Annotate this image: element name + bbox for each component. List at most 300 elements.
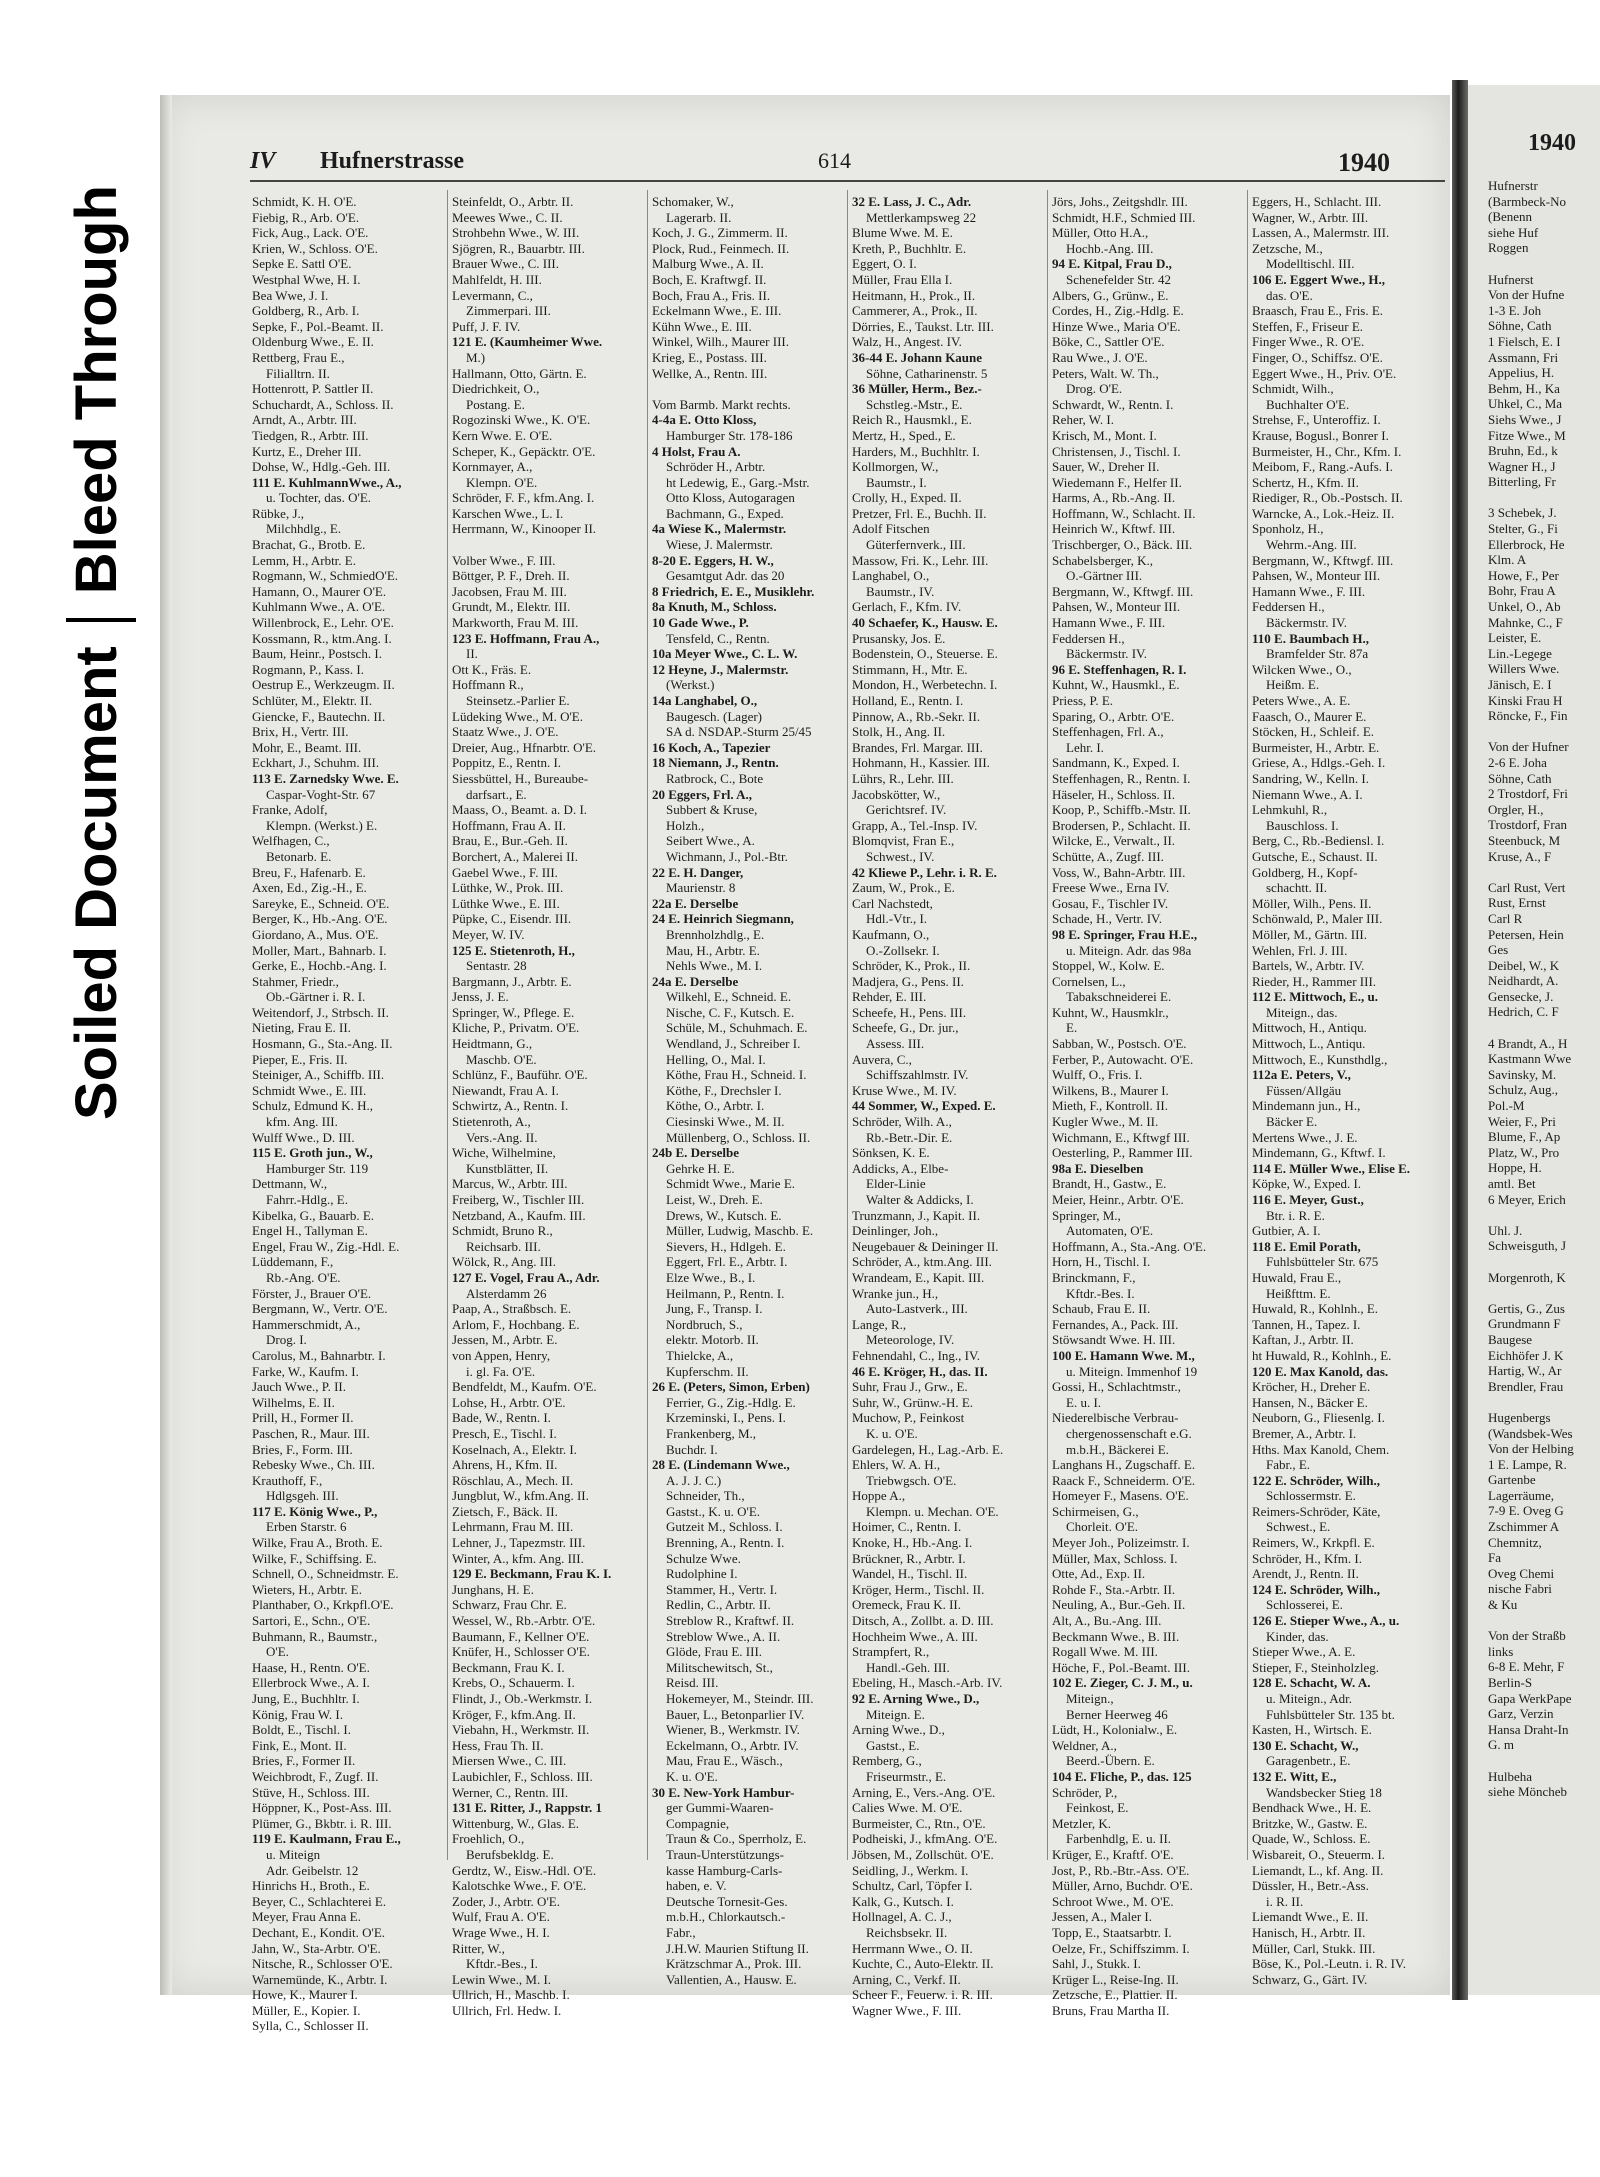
directory-entry: Müller, Max, Schloss. I. — [1052, 1550, 1178, 1566]
directory-entry: Söhne, Catharinenstr. 5 — [866, 365, 988, 381]
directory-entry: Neuling, A., Bur.-Geh. II. — [1052, 1597, 1186, 1613]
directory-entry: Ferrier, G., Zig.-Hdlg. E. — [666, 1394, 796, 1410]
directory-entry: Goldberg, H., Kopf- — [1252, 864, 1358, 880]
directory-entry: Otto Kloss, Autogaragen — [666, 490, 795, 506]
directory-entry: 8-20 E. Eggers, H. W., — [652, 552, 774, 568]
directory-entry: Feddersen H., — [1052, 630, 1125, 646]
directory-entry: Nieting, Frau E. II. — [252, 1020, 351, 1036]
directory-entry: 123 E. Hoffmann, Frau A., — [452, 630, 600, 646]
directory-entry: Bauer, L., Betonparlier IV. — [666, 1706, 805, 1722]
directory-entry: 131 E. Ritter, J., Rappstr. 1 — [452, 1800, 602, 1816]
directory-entry: Muchow, P., Feinkost — [852, 1410, 965, 1426]
directory-entry: Müller, Ludwig, Maschb. E. — [666, 1223, 814, 1239]
facing-page-entry: Wagner H., J — [1488, 458, 1556, 474]
directory-entry: Schwarz, G., Gärt. IV. — [1252, 1971, 1368, 1987]
directory-entry: Hohmann, H., Kassier. III. — [852, 755, 990, 771]
directory-entry: II. — [466, 646, 478, 662]
column-divider — [447, 190, 448, 1860]
directory-entry: Baumstr., I. — [866, 474, 927, 490]
directory-entry: Erben Starstr. 6 — [266, 1519, 347, 1535]
facing-page-entry — [1488, 864, 1600, 880]
directory-entry: Wandel, H., Tischl. II. — [852, 1566, 968, 1582]
directory-entry: Hoppe A., — [852, 1488, 906, 1504]
directory-entry: Moller, Mart., Bahnarb. I. — [252, 942, 387, 958]
directory-entry: Brachat, G., Brotb. E. — [252, 537, 366, 553]
directory-entry: Paap, A., Straßbsch. E. — [452, 1301, 572, 1317]
bleed-through-label: Bleed Through — [64, 185, 129, 595]
directory-entry: Schmidt Wwe., E. III. — [252, 1082, 367, 1098]
directory-entry: Gerlach, F., Kfm. IV. — [852, 599, 962, 615]
directory-entry: Cordes, H., Zig.-Hdlg. E. — [1052, 303, 1184, 319]
directory-entry: Eggers, H., Schlacht. III. — [1252, 194, 1382, 209]
directory-entry: Lüdeking Wwe., M. O'E. — [452, 708, 583, 724]
facing-page-entry: Gensecke, J. — [1488, 988, 1554, 1004]
directory-entry: Caspar-Voght-Str. 67 — [266, 786, 376, 802]
directory-entry: Sylla, C., Schlosser II. — [252, 2018, 369, 2034]
directory-entry: Rau Wwe., J. O'E. — [1052, 349, 1148, 365]
directory-entry: Hinze Wwe., Maria O'E. — [1052, 318, 1181, 334]
directory-entry: Riediger, R., Ob.-Postsch. II. — [1252, 490, 1403, 506]
directory-entry: Hochb.-Ang. III. — [1066, 240, 1154, 256]
facing-page-entry: Von der Helbing — [1488, 1441, 1574, 1457]
directory-entry: Plümer, G., Bkbtr. i. R. III. — [252, 1815, 392, 1831]
directory-entry: Kuhnt, W., Hausmklr., — [1052, 1004, 1169, 1020]
directory-entry: Schstleg.-Mstr., E. — [866, 396, 963, 412]
directory-entry: Grundt, M., Elektr. III. — [452, 599, 571, 615]
directory-entry: Fuhlsbütteler Str. 135 bt. — [1266, 1706, 1395, 1722]
directory-entry: Gosau, F., Tischler IV. — [1052, 895, 1169, 911]
directory-entry: 112 E. Mittwoch, E., u. — [1252, 989, 1379, 1005]
column-divider — [847, 190, 848, 1860]
directory-entry: Sahl, J., Stukk. I. — [1052, 1956, 1141, 1972]
directory-entry: Rebesky Wwe., Ch. III. — [252, 1457, 375, 1473]
directory-entry: Mettlerkampsweg 22 — [866, 209, 977, 225]
directory-entry: Milchhdlg., E. — [266, 521, 342, 537]
directory-entry: Ahrens, H., Kfm. II. — [452, 1457, 558, 1473]
directory-entry: 127 E. Vogel, Frau A., Adr. — [452, 1269, 600, 1285]
facing-page-entry — [1488, 1613, 1600, 1629]
directory-entry: Welfhagen, C., — [252, 833, 330, 849]
directory-entry: Kröger, Herm., Tischl. II. — [852, 1581, 985, 1597]
directory-entry: 113 E. Zarnedsky Wwe. E. — [252, 770, 399, 786]
directory-entry: Vallentien, A., Hausw. E. — [666, 1971, 797, 1987]
directory-entry: Goldberg, R., Arb. I. — [252, 303, 360, 319]
directory-entry: Compagnie, — [666, 1815, 730, 1831]
directory-entry: Winkel, Wilh., Maurer III. — [652, 334, 789, 350]
directory-entry: Schmidt, H.F., Schmied III. — [1052, 209, 1196, 225]
facing-page-entry: Platz, W., Pro — [1488, 1144, 1560, 1160]
directory-entry: Bauschloss. I. — [1266, 817, 1339, 833]
directory-entry: Werner, C., Rentn. III. — [452, 1784, 569, 1800]
directory-entry: Pinnow, A., Rb.-Sekr. II. — [852, 708, 981, 724]
facing-page-entry: Hugenbergs — [1488, 1409, 1551, 1425]
directory-entry: Baumstr., IV. — [866, 583, 935, 599]
directory-entry: 40 Schaefer, K., Hausw. E. — [852, 615, 998, 631]
directory-entry: 122 E. Schröder, Wilh., — [1252, 1472, 1380, 1488]
section-number: IV — [250, 148, 276, 174]
directory-entry: Hosmann, G., Sta.-Ang. II. — [252, 1036, 393, 1052]
directory-entry: Maass, O., Beamt. a. D. I. — [452, 802, 588, 818]
facing-page-entry: Brendler, Frau — [1488, 1378, 1564, 1394]
directory-entry: Meyer Joh., Polizeimstr. I. — [1052, 1535, 1190, 1551]
directory-entry: Gerke, E., Hochb.-Ang. I. — [252, 958, 387, 974]
directory-entry: Wehlen, Frl. J. III. — [1252, 942, 1348, 958]
directory-entry: Stolk, H., Ang. II. — [852, 724, 946, 740]
directory-entry: Schultz, Carl, Töpfer I. — [852, 1878, 973, 1894]
directory-entry: Meewes Wwe., C. II. — [452, 209, 563, 225]
facing-page-entry: (Benenn — [1488, 209, 1533, 225]
directory-entry: Karschen Wwe., L. I. — [452, 505, 564, 521]
directory-entry: 10a Meyer Wwe., C. L. W. — [652, 646, 798, 662]
directory-entry: Müller, Frau Ella I. — [852, 271, 953, 287]
directory-entry: Heinrich W., Kftwf. III. — [1052, 521, 1176, 537]
column-divider — [1247, 190, 1248, 1860]
directory-entry: Mahlfeldt, H. III. — [452, 271, 542, 287]
facing-page-entry: Söhne, Cath — [1488, 770, 1552, 786]
directory-entry: Cornelsen, L., — [1052, 973, 1126, 989]
facing-page-entry: Uhkel, C., Ma — [1488, 396, 1563, 412]
directory-entry: Assess. III. — [866, 1036, 925, 1052]
directory-entry: Engel, Frau W., Zig.-Hdl. E. — [252, 1238, 400, 1254]
directory-entry: Subbert & Kruse, — [666, 802, 758, 818]
directory-entry: Heißm. E. — [1266, 677, 1320, 693]
directory-entry: Sepke E. Sattl O'E. — [252, 256, 352, 272]
directory-entry: 8a Knuth, M., Schloss. — [652, 599, 777, 615]
directory-entry: Mittwoch, H., Antiqu. — [1252, 1020, 1367, 1036]
directory-entry: Köthe, Frau H., Schneid. I. — [666, 1067, 807, 1083]
directory-entry: Pieper, E., Fris. II. — [252, 1051, 348, 1067]
directory-entry: Bendhack Wwe., H. E. — [1252, 1800, 1372, 1816]
directory-entry: Handl.-Geh. III. — [866, 1659, 950, 1675]
directory-entry: Schröder, P., — [1052, 1784, 1118, 1800]
directory-entry: Schröder, H., Kfm. I. — [1252, 1550, 1362, 1566]
directory-entry: Wichmann, J., Pol.-Btr. — [666, 848, 788, 864]
directory-entry: Schröder, A., ktm.Ang. III. — [852, 1254, 992, 1270]
directory-entry: Homeyer F., Masens. O'E. — [1052, 1488, 1189, 1504]
directory-entry: Gaebel Wwe., F. III. — [452, 864, 558, 880]
directory-entry: Burmeister, C., Rtn., O'E. — [852, 1815, 986, 1831]
facing-page-entry: Petersen, Hein — [1488, 926, 1564, 942]
directory-entry: Mohr, E., Beamt. III. — [252, 739, 362, 755]
facing-page-entry — [1488, 1207, 1600, 1223]
directory-entry: Burmeister, H., Arbtr. E. — [1252, 739, 1380, 755]
directory-entry: Jessen, A., Maler I. — [1052, 1909, 1153, 1925]
directory-entry: Miteign., das. — [1266, 1004, 1338, 1020]
directory-entry: Gastst., E. — [866, 1737, 920, 1753]
directory-entry: Metzler, K. — [1052, 1815, 1112, 1831]
directory-entry: Staatz Wwe., J. O'E. — [452, 724, 559, 740]
directory-entry: 26 E. (Peters, Simon, Erben) — [652, 1379, 810, 1395]
directory-entry: Blume Wwe. M. E. — [852, 225, 953, 241]
directory-entry: Hallmann, Otto, Gärtn. E. — [452, 365, 587, 381]
directory-entry: Reichsarb. III. — [466, 1238, 541, 1254]
directory-entry: Miersen Wwe., C. III. — [452, 1753, 567, 1769]
directory-entry: Finger, O., Schiffsz. O'E. — [1252, 349, 1383, 365]
directory-entry: 4a Wiese K., Malermstr. — [652, 521, 787, 537]
directory-entry: Prusansky, Jos. E. — [852, 630, 946, 646]
directory-entry: Herrmann, W., Kinooper II. — [452, 521, 597, 537]
facing-page-entry: Garz, Verzin — [1488, 1706, 1554, 1722]
directory-entry: 96 E. Steffenhagen, R. I. — [1052, 661, 1187, 677]
facing-page-entry: Carl Rust, Vert — [1488, 879, 1566, 895]
directory-entry: Knoke, H., Hb.-Ang. I. — [852, 1535, 973, 1551]
directory-entry: Heißfttm. E. — [1266, 1285, 1331, 1301]
directory-entry: Bäckermstr. IV. — [1266, 615, 1347, 631]
directory-entry: Lemm, H., Arbtr. E. — [252, 552, 356, 568]
directory-entry: Ob.-Gärtner i. R. I. — [266, 989, 366, 1005]
facing-page-entry: Fitze Wwe., M — [1488, 427, 1566, 443]
directory-entry: Vers.-Ang. II. — [466, 1129, 538, 1145]
directory-entry: Kossmann, R., ktm.Ang. I. — [252, 630, 392, 646]
directory-entry: Kupferschm. II. — [666, 1363, 749, 1379]
directory-entry: Schneider, Th., — [666, 1488, 745, 1504]
directory-entry: Bartels, W., Arbtr. IV. — [1252, 958, 1365, 974]
directory-entry: Hoimer, C., Rentn. I. — [852, 1519, 962, 1535]
directory-entry: Stahmer, Friedr., — [252, 973, 339, 989]
directory-entry: Huwald, R., Kohlnh., E. — [1252, 1301, 1379, 1317]
directory-entry: Sönksen, K. E. — [852, 1145, 930, 1161]
directory-entry: Böke, C., Sattler O'E. — [1052, 334, 1165, 350]
directory-entry: Eggert Wwe., H., Priv. O'E. — [1252, 365, 1397, 381]
facing-page-entry: 2-6 E. Joha — [1488, 754, 1547, 770]
directory-entry: Peters Wwe., A. E. — [1252, 693, 1351, 708]
directory-entry: Elze Wwe., B., I. — [666, 1269, 756, 1285]
directory-entry: Dettmann, W., — [252, 1176, 328, 1192]
directory-entry: 124 E. Schröder, Wilh., — [1252, 1581, 1380, 1597]
directory-entry: O'E. — [266, 1644, 289, 1660]
directory-entry: 16 Koch, A., Tapezier — [652, 739, 771, 755]
directory-entry: Schlossermstr. E. — [1266, 1488, 1356, 1504]
directory-entry: Fick, Aug., Lack. O'E. — [252, 225, 369, 241]
directory-entry: Hoffmann R., — [452, 677, 524, 693]
directory-entry: Mindemann jun., H., — [1252, 1098, 1361, 1114]
directory-entry: Oestrup E., Werkzeugm. II. — [252, 677, 395, 693]
directory-entry: Strampfert, R., — [852, 1644, 930, 1660]
directory-entry: K. u. O'E. — [866, 1425, 918, 1441]
directory-entry: Hamann Wwe., F. III. — [1052, 615, 1166, 631]
directory-entry: Rohde F., Sta.-Arbtr. II. — [1052, 1581, 1176, 1597]
directory-entry: Kibelka, G., Bauarb. E. — [252, 1207, 375, 1223]
directory-entry: kasse Hamburg-Carls- — [666, 1862, 783, 1878]
directory-entry: Fahrr.-Hdlg., E. — [266, 1192, 348, 1207]
directory-entry: Boch, Frau A., Fris. II. — [652, 287, 771, 303]
directory-entry: ht Ledewig, E., Garg.-Mstr. — [666, 474, 810, 490]
directory-entry: Wichmann, E., Kftwgf III. — [1052, 1129, 1190, 1145]
directory-entry: Planthaber, O., Krkpfl.O'E. — [252, 1597, 394, 1613]
directory-entry: Axen, Ed., Zig.-H., E. — [252, 880, 367, 896]
directory-entry: Gesamtgut Adr. das 20 — [666, 568, 785, 584]
directory-entry: Knüfer, H., Schlosser O'E. — [452, 1644, 590, 1660]
directory-entry: 111 E. KuhlmannWwe., A., — [252, 474, 402, 490]
directory-entry: Glöde, Frau E. III. — [666, 1644, 763, 1660]
directory-column-1 — [252, 194, 442, 2034]
directory-entry: Hths. Max Kanold, Chem. — [1252, 1441, 1390, 1457]
directory-entry: Steffenhagen, R., Rentn. I. — [1052, 770, 1191, 786]
directory-entry: Eckelmann, O., Arbtr. IV. — [666, 1737, 799, 1753]
directory-entry: Arlom, F., Hochbang. E. — [452, 1316, 580, 1332]
directory-entry: Jost, P., Rb.-Btr.-Ass. O'E. — [1052, 1862, 1190, 1878]
directory-entry: Bergmann, W., Kftwgf. III. — [1252, 552, 1394, 568]
directory-entry: Christensen, J., Tischl. I. — [1052, 443, 1181, 459]
directory-entry: Jauch Wwe., P. II. — [252, 1379, 346, 1395]
directory-entry: das. O'E. — [1266, 287, 1313, 303]
directory-entry: 42 Kliewe P., Lehr. i. R. E. — [852, 864, 997, 880]
directory-entry: 24a E. Derselbe — [652, 973, 739, 989]
directory-entry: Heidtmann, G., — [452, 1036, 533, 1052]
directory-entry: Sjögren, R., Bauarbtr. III. — [452, 240, 585, 256]
directory-entry: Marcus, W., Arbtr. III. — [452, 1176, 568, 1192]
directory-entry: Harms, A., Rb.-Ang. II. — [1052, 490, 1176, 506]
directory-entry: Wilhelms, E. II. — [252, 1394, 335, 1410]
directory-entry: Raack F., Schneiderm. O'E. — [1052, 1472, 1196, 1488]
directory-entry: Schulz, Edmund K. H., — [252, 1098, 373, 1114]
directory-entry: Hamburger Str. 119 — [266, 1160, 369, 1176]
directory-entry: Feinkost, E. — [1066, 1800, 1129, 1816]
directory-entry: Lewin Wwe., M. I. — [452, 1971, 552, 1987]
facing-page-entry: Stelter, G., Fi — [1488, 521, 1558, 537]
directory-entry: Flindt, J., Ob.-Werkmstr. I. — [452, 1691, 593, 1706]
directory-entry: Schmidt, Wilh., — [1252, 381, 1334, 397]
facing-page-entry: Willers Wwe. — [1488, 661, 1560, 677]
directory-entry: Sauer, W., Dreher II. — [1052, 459, 1160, 475]
directory-entry: König, Frau W. I. — [252, 1706, 343, 1722]
directory-entry: Tiedgen, R., Arbtr. III. — [252, 427, 369, 443]
directory-entry: Springer, W., Pflege. E. — [452, 1004, 575, 1020]
facing-page-entry: Mahnke, C., F — [1488, 614, 1563, 630]
directory-entry: Sabban, W., Postsch. O'E. — [1052, 1036, 1187, 1052]
directory-entry: Ullrich, Frl. Hedw. I. — [452, 2002, 562, 2018]
facing-page-entry: Appelius, H. — [1488, 365, 1555, 381]
directory-entry: Neuborn, G., Fliesenlg. I. — [1252, 1410, 1385, 1426]
directory-entry: Arning, C., Verkf. II. — [852, 1971, 961, 1987]
directory-entry: Wrandeam, E., Kapit. III. — [852, 1269, 985, 1285]
directory-entry: Dörries, E., Taukst. Ltr. III. — [852, 318, 994, 334]
facing-page-entry: siehe Möncheb — [1488, 1784, 1568, 1800]
directory-entry: Schröder, K., Prok., II. — [852, 958, 971, 974]
facing-page-entry: Von der Straßb — [1488, 1628, 1566, 1644]
directory-entry: Madjera, G., Pens. II. — [852, 973, 964, 989]
directory-entry: Rb.-Betr.-Dir. E. — [866, 1129, 953, 1145]
directory-entry: Stieper Wwe., A. E. — [1252, 1644, 1356, 1660]
directory-column-2 — [452, 194, 642, 2018]
directory-entry: ht Huwald, R., Kohlnh., E. — [1252, 1347, 1392, 1363]
directory-entry: Pahsen, W., Monteur III. — [1252, 568, 1381, 584]
directory-entry: Sponholz, H., — [1252, 521, 1324, 537]
facing-page-entry: Hartig, W., Ar — [1488, 1363, 1562, 1379]
directory-entry: O.-Zollsekr. I. — [866, 942, 940, 958]
directory-entry: Thielcke, A., — [666, 1347, 734, 1363]
directory-entry: Bendfeldt, M., Kaufm. O'E. — [452, 1379, 597, 1395]
directory-entry: 30 E. New-York Hambur- — [652, 1784, 795, 1800]
directory-entry: Füssen/Allgäu — [1266, 1082, 1342, 1098]
directory-entry: Reher, W. I. — [1052, 412, 1114, 428]
facing-page-entry: Gapa WerkPape — [1488, 1690, 1572, 1706]
directory-entry: 110 E. Baumbach H., — [1252, 630, 1370, 646]
directory-entry: m.b.H., Bäckerei E. — [1066, 1441, 1169, 1457]
directory-entry: Bargmann, J., Arbtr. E. — [452, 973, 572, 989]
directory-entry: Güterfernverk., III. — [866, 537, 966, 553]
facing-page-entry: Savinsky, M. — [1488, 1066, 1557, 1082]
facing-page-entry: Bitterling, Fr — [1488, 474, 1556, 490]
directory-entry: Schnell, O., Schneidmstr. E. — [252, 1566, 399, 1582]
directory-entry: Springer, M., — [1052, 1207, 1121, 1223]
directory-entry: Stöwsandt Wwe. H. III. — [1052, 1332, 1176, 1348]
directory-entry: Jenss, J. E. — [452, 989, 509, 1005]
directory-entry: Lagerarb. II. — [666, 209, 732, 225]
directory-entry: Niewandt, Frau A. I. — [452, 1082, 559, 1098]
directory-entry: O.-Gärtner III. — [1066, 568, 1143, 584]
directory-entry: 94 E. Kitpal, Frau D., — [1052, 256, 1172, 272]
directory-entry: Zetzsche, M., — [1252, 240, 1323, 256]
directory-entry: Jörs, Johs., Zeitgshdlr. III. — [1052, 194, 1188, 209]
directory-entry: Beckmann Wwe., B. III. — [1052, 1628, 1180, 1644]
directory-entry: 104 E. Fliche, P., das. 125 — [1052, 1768, 1192, 1784]
directory-entry: Berger, K., Hb.-Ang. O'E. — [252, 911, 388, 927]
directory-entry: Stammer, H., Vertr. I. — [666, 1581, 778, 1597]
directory-entry: Kliche, P., Privatm. O'E. — [452, 1020, 580, 1036]
facing-page-entry — [1488, 1394, 1600, 1410]
directory-entry: 112a E. Peters, V., — [1252, 1067, 1351, 1083]
directory-entry: 24 E. Heinrich Siegmann, — [652, 911, 794, 927]
directory-entry: Wiedemann F., Helfer II. — [1052, 474, 1182, 490]
directory-entry: E. — [1066, 1020, 1078, 1036]
directory-entry: Mau, H., Arbtr. E. — [666, 942, 760, 958]
directory-entry: Fiebig, R., Arb. O'E. — [252, 209, 360, 225]
directory-entry: Steinsetz.-Parlier E. — [466, 693, 570, 708]
directory-entry: kfm. Ang. III. — [266, 1114, 338, 1130]
directory-entry: Bea Wwe, J. I. — [252, 287, 329, 303]
directory-entry: Wandsbecker Stieg 18 — [1266, 1784, 1382, 1800]
directory-entry: Oesterling, P., Rammer III. — [1052, 1145, 1193, 1161]
directory-entry: Bäckermstr. IV. — [1066, 646, 1147, 662]
facing-page-entry: Neidhardt, A. — [1488, 973, 1559, 989]
directory-entry: u. Miteign. Immenhof 19 — [1066, 1363, 1198, 1379]
directory-entry: Kruse Wwe., M. IV. — [852, 1082, 957, 1098]
directory-entry: Hochheim Wwe., A. III. — [852, 1628, 978, 1644]
directory-entry: Mieth, F., Kontroll. II. — [1052, 1098, 1168, 1114]
directory-entry: 8 Friedrich, E. E., Musiklehr. — [652, 583, 815, 599]
facing-page-entry: amtl. Bet — [1488, 1176, 1536, 1191]
book-spine — [1452, 80, 1468, 2000]
directory-entry: Sandmann, K., Exped. I. — [1052, 755, 1180, 771]
directory-entry: Jessen, M., Arbtr. E. — [452, 1332, 558, 1348]
directory-entry: Liemandt, L., kf. Ang. II. — [1252, 1862, 1384, 1878]
directory-entry: Schirmeisen, G., — [1052, 1503, 1139, 1519]
directory-entry: Auvera, C., — [852, 1051, 912, 1067]
directory-entry: u. Tochter, das. O'E. — [266, 490, 372, 506]
facing-page-entry: Unkel, O., Ab — [1488, 599, 1561, 615]
directory-entry: A. J. J. C.) — [666, 1472, 722, 1488]
directory-entry: Klempn. O'E. — [466, 474, 538, 490]
directory-entry: Brandt, H., Gastw., E. — [1052, 1176, 1167, 1192]
directory-entry: Harders, M., Buchhltr. I. — [852, 443, 980, 459]
directory-entry: Häseler, H., Schloss. II. — [1052, 786, 1175, 802]
directory-entry: Beyer, C., Schlachterei E. — [252, 1893, 387, 1909]
directory-entry: Kühn Wwe., E. III. — [652, 318, 752, 334]
directory-entry: Wehrm.-Ang. III. — [1266, 537, 1357, 553]
directory-entry: Fernandes, A., Pack. III. — [1052, 1316, 1179, 1332]
directory-entry: 18 Niemann, J., Rentn. — [652, 755, 779, 771]
directory-entry: 119 E. Kaulmann, Frau E., — [252, 1831, 401, 1847]
directory-entry: Lüthke Wwe., E. III. — [452, 895, 560, 911]
directory-entry: Kftdr.-Bes., I. — [466, 1956, 538, 1972]
directory-entry: Britzke, W., Gastw. E. — [1252, 1815, 1368, 1831]
directory-entry: Wagner, W., Arbtr. III. — [1252, 209, 1369, 225]
directory-entry: Gutbier, A. I. — [1252, 1223, 1321, 1239]
directory-entry: Müller, E., Kopier. I. — [252, 2002, 361, 2018]
directory-entry: Crolly, H., Exped. II. — [852, 490, 962, 506]
directory-entry: Quade, W., Schloss. E. — [1252, 1831, 1371, 1847]
